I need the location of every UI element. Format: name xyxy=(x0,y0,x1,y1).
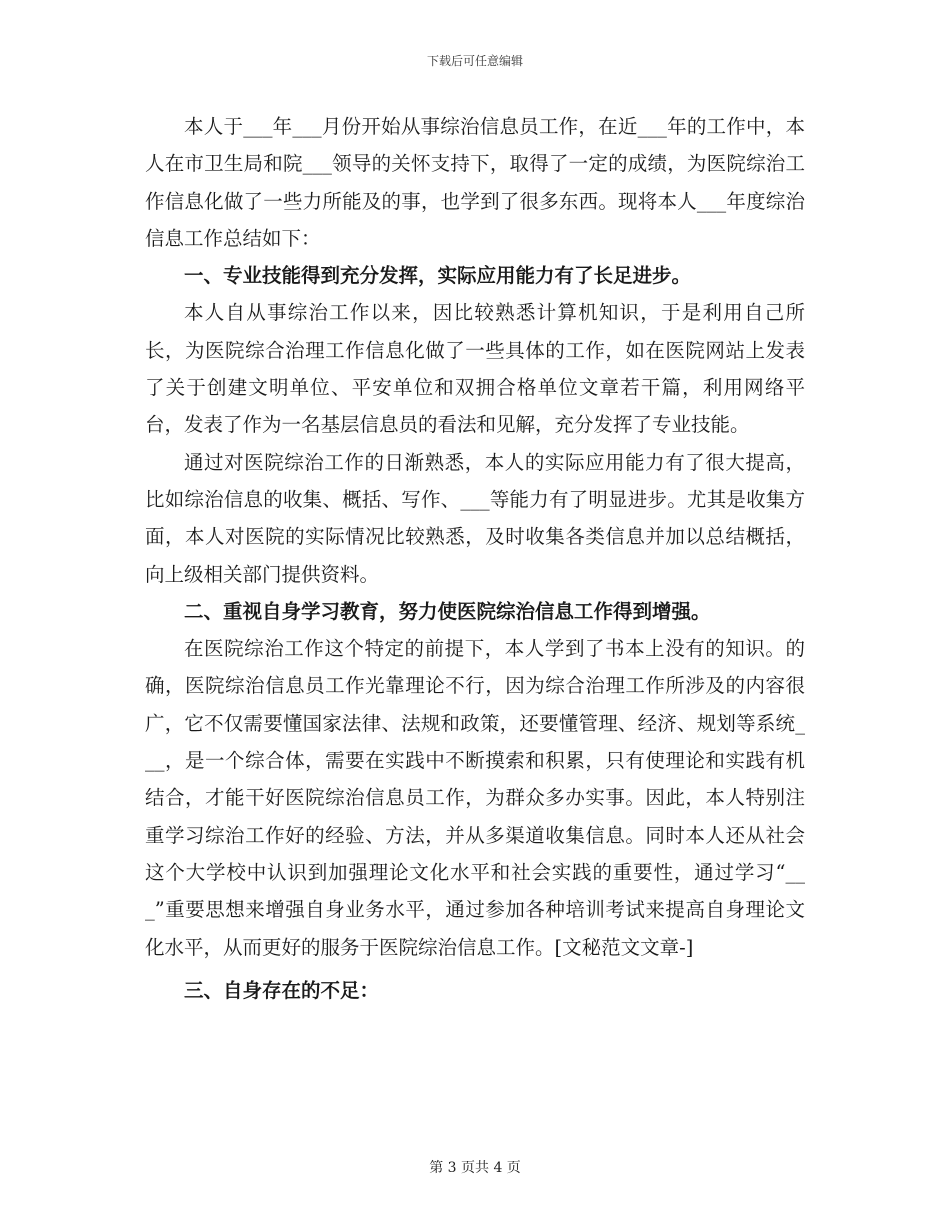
section-2-heading: 二、重视自身学习教育，努力使医院综治信息工作得到增强。 xyxy=(184,599,711,623)
section-1-paragraph-2: 通过对医院综治工作的日渐熟悉，本人的实际应用能力有了很大提高，比如综治信息的收集、概括、写作、___等能力有了明显进步。尤其是收集方面，本人对医院的实际情况比较熟悉，及时收集各类信息并加以总结概括，向上级相关部门提供资料。 xyxy=(145,450,805,586)
document-body xyxy=(145,108,805,1009)
intro-paragraph: 本人于___年___月份开始从事综治信息员工作，在近___年的工作中，本人在市卫生局和院___领导的关怀支持下，取得了一定的成绩，为医院综治工作信息化做了一些力所能及的事，也学到了很多东西。现将本人___年度综治信息工作总结如下： xyxy=(145,115,805,250)
section-2-paragraph-1: 在医院综治工作这个特定的前提下，本人学到了书本上没有的知识。的确，医院综治信息员工作光靠理论不行，因为综合治理工作所涉及的内容很广，它不仅需要懂国家法律、法规和政策，还要懂管理、经济、规划等系统___，是一个综合体，需要在实践中不断摸索和积累，只有使理论和实践有机结合，才能干好医院综治信息员工作，为群众多办实事。因此，本人特别注重学习综治工作好的经验、方法，并从多渠道收集信息。同时本人还从社会这个大学校中认识到加强理论文化水平和社会实践的重要性，通过学习“___”重要思想来增强自身业务水平，通过参加各种培训考试来提高自身理论文化水平，从而更好的服务于医院综治信息工作。[文秘范文文章-] xyxy=(145,637,805,959)
page-header-note: 下载后可任意编辑 xyxy=(426,54,523,68)
section-3-heading: 三、自身存在的不足： xyxy=(184,978,380,1002)
section-1-paragraph-1: 本人自从事综治工作以来，因比较熟悉计算机知识，于是利用自己所长，为医院综合治理工作信息化做了一些具体的工作，如在医院网站上发表了关于创建文明单位、平安单位和双拥合格单位文章若干篇，利用网络平台，发表了作为一名基层信息员的看法和见解，充分发挥了专业技能。 xyxy=(145,301,805,437)
page-number: 第 3 页共 4 页 xyxy=(429,1160,521,1176)
section-1-heading: 一、专业技能得到充分发挥，实际应用能力有了长足进步。 xyxy=(184,264,692,288)
